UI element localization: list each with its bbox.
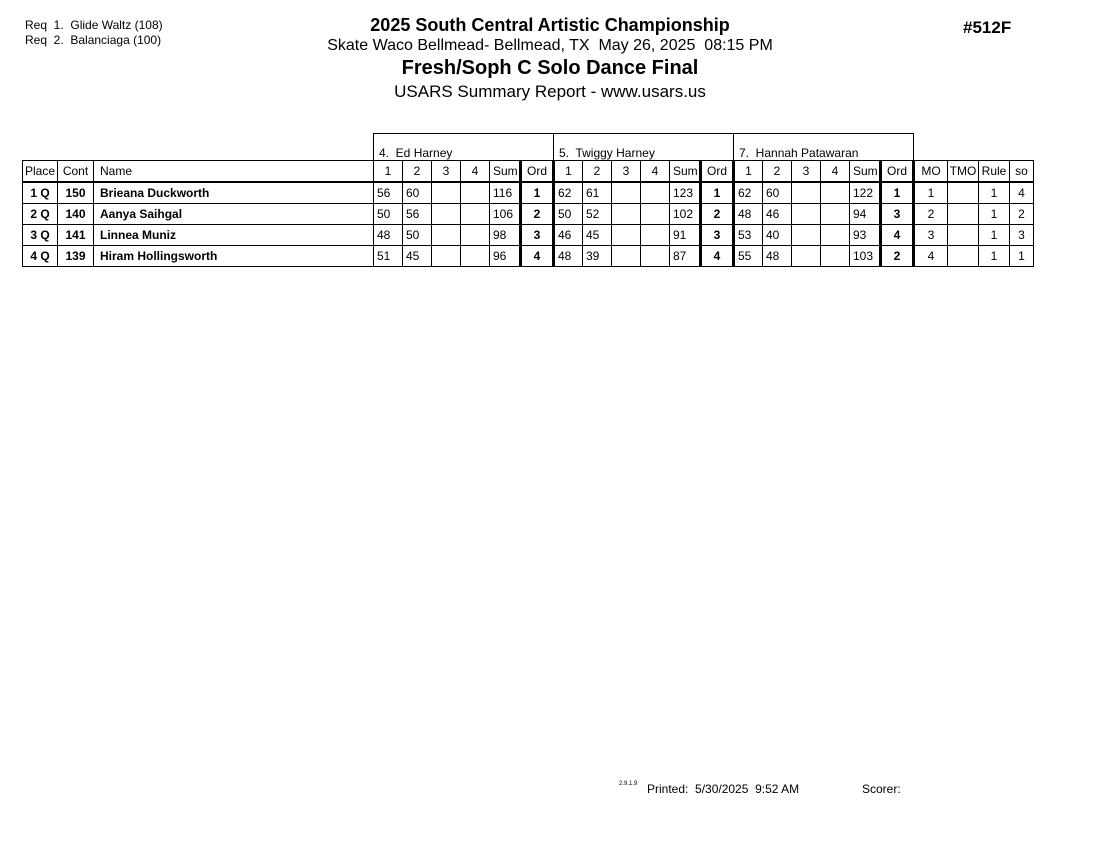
cell-j1-ord: 2 — [521, 204, 554, 225]
cell-j1-sum: 116 — [490, 182, 521, 204]
cell-rule: 1 — [979, 204, 1010, 225]
cell-j3-mark1: 55 — [734, 246, 763, 267]
cell-j1-mark2: 45 — [403, 246, 432, 267]
judge-3-name: 7. Hannah Patawaran — [734, 134, 914, 161]
header-j3-mark3: 3 — [792, 161, 821, 183]
cell-rule: 1 — [979, 182, 1010, 204]
cell-j3-mark2: 60 — [763, 182, 792, 204]
cell-j2-mark2: 45 — [583, 225, 612, 246]
judge-names-row — [23, 134, 1034, 161]
header-j2-mark1: 1 — [554, 161, 583, 183]
cell-cont: 150 — [58, 182, 94, 204]
header-j1-mark1: 1 — [374, 161, 403, 183]
championship-title: 2025 South Central Artistic Championship — [370, 15, 730, 35]
judge-row-spacer-left — [23, 134, 374, 161]
cell-j3-sum: 93 — [850, 225, 881, 246]
report-type-line: USARS Summary Report - www.usars.us — [394, 82, 706, 101]
header-so: so — [1010, 161, 1034, 183]
cell-j1-mark2: 56 — [403, 204, 432, 225]
cell-j1-mark1: 50 — [374, 204, 403, 225]
cell-j2-mark1: 48 — [554, 246, 583, 267]
cell-cont: 141 — [58, 225, 94, 246]
cell-j2-mark4 — [641, 246, 670, 267]
cell-j3-ord: 2 — [881, 246, 914, 267]
footer-version: 2.9.1.9 — [619, 781, 638, 787]
header-j2-mark2: 2 — [583, 161, 612, 183]
cell-j1-mark2: 60 — [403, 182, 432, 204]
header-tmo: TMO — [948, 161, 979, 183]
results-table — [22, 133, 1034, 267]
footer-printed-timestamp: Printed: 5/30/2025 9:52 AM — [647, 782, 800, 796]
header-j1-mark2: 2 — [403, 161, 432, 183]
table-row — [23, 204, 1034, 225]
cell-j2-mark1: 62 — [554, 182, 583, 204]
cell-mo: 3 — [914, 225, 948, 246]
cell-tmo — [948, 225, 979, 246]
judge-2-name: 5. Twiggy Harney — [554, 134, 734, 161]
cell-skater-name: Brieana Duckworth — [94, 182, 374, 204]
cell-j1-mark4 — [461, 246, 490, 267]
cell-j3-ord: 4 — [881, 225, 914, 246]
table-row — [23, 225, 1034, 246]
cell-j2-sum: 87 — [670, 246, 701, 267]
header-rule: Rule — [979, 161, 1010, 183]
cell-j2-mark4 — [641, 182, 670, 204]
cell-j3-ord: 1 — [881, 182, 914, 204]
cell-j3-mark4 — [821, 225, 850, 246]
header-mo: MO — [914, 161, 948, 183]
column-header-row — [23, 161, 1034, 183]
cell-j1-sum: 98 — [490, 225, 521, 246]
cell-skater-name: Linnea Muniz — [94, 225, 374, 246]
header-j3-sum: Sum — [850, 161, 881, 183]
cell-j1-ord: 3 — [521, 225, 554, 246]
cell-j1-mark2: 50 — [403, 225, 432, 246]
table-row — [23, 246, 1034, 267]
cell-j2-mark2: 39 — [583, 246, 612, 267]
cell-tmo — [948, 246, 979, 267]
header-j1-mark4: 4 — [461, 161, 490, 183]
cell-j3-mark2: 46 — [763, 204, 792, 225]
header-j3-mark2: 2 — [763, 161, 792, 183]
cell-j2-mark4 — [641, 225, 670, 246]
cell-j1-mark4 — [461, 204, 490, 225]
judge-1-name: 4. Ed Harney — [374, 134, 554, 161]
header-j1-ord: Ord — [521, 161, 554, 183]
cell-so: 4 — [1010, 182, 1034, 204]
cell-j1-mark1: 56 — [374, 182, 403, 204]
cell-j3-mark4 — [821, 204, 850, 225]
cell-j1-mark4 — [461, 225, 490, 246]
cell-j3-mark1: 62 — [734, 182, 763, 204]
cell-j2-mark1: 50 — [554, 204, 583, 225]
event-number: #512F — [963, 18, 1012, 37]
cell-mo: 4 — [914, 246, 948, 267]
cell-so: 3 — [1010, 225, 1034, 246]
cell-j2-mark3 — [612, 182, 641, 204]
cell-j2-sum: 91 — [670, 225, 701, 246]
cell-j1-ord: 1 — [521, 182, 554, 204]
cell-j2-sum: 102 — [670, 204, 701, 225]
cell-j3-mark3 — [792, 246, 821, 267]
cell-j1-mark3 — [432, 182, 461, 204]
cell-j3-sum: 122 — [850, 182, 881, 204]
cell-so: 2 — [1010, 204, 1034, 225]
cell-rule: 1 — [979, 225, 1010, 246]
cell-tmo — [948, 204, 979, 225]
event-title: Fresh/Soph C Solo Dance Final — [401, 57, 699, 79]
cell-j2-mark3 — [612, 246, 641, 267]
cell-place: 4 Q — [23, 246, 58, 267]
judge-row-spacer-right — [914, 134, 1034, 161]
header-j1-sum: Sum — [490, 161, 521, 183]
cell-j3-sum: 94 — [850, 204, 881, 225]
cell-j1-mark3 — [432, 225, 461, 246]
footer-scorer-label: Scorer: — [862, 782, 901, 796]
cell-place: 1 Q — [23, 182, 58, 204]
venue-date-line: Skate Waco Bellmead- Bellmead, TX May 26, 2025 08:15 PM — [327, 37, 773, 54]
cell-j2-mark1: 46 — [554, 225, 583, 246]
cell-j1-mark3 — [432, 204, 461, 225]
cell-j1-mark1: 48 — [374, 225, 403, 246]
header-j3-ord: Ord — [881, 161, 914, 183]
cell-rule: 1 — [979, 246, 1010, 267]
cell-j3-ord: 3 — [881, 204, 914, 225]
req-line-1: Req 1. Glide Waltz (108) — [25, 18, 163, 32]
cell-j3-mark4 — [821, 182, 850, 204]
cell-j1-mark3 — [432, 246, 461, 267]
cell-j3-mark2: 48 — [763, 246, 792, 267]
header-cont: Cont — [58, 161, 94, 183]
table-row — [23, 182, 1034, 204]
cell-j1-sum: 96 — [490, 246, 521, 267]
header-j3-mark1: 1 — [734, 161, 763, 183]
cell-mo: 2 — [914, 204, 948, 225]
cell-mo: 1 — [914, 182, 948, 204]
cell-j3-mark3 — [792, 182, 821, 204]
cell-j2-ord: 4 — [701, 246, 734, 267]
cell-tmo — [948, 182, 979, 204]
cell-cont: 140 — [58, 204, 94, 225]
cell-j2-sum: 123 — [670, 182, 701, 204]
cell-j3-mark1: 53 — [734, 225, 763, 246]
cell-j2-mark3 — [612, 204, 641, 225]
header-j2-ord: Ord — [701, 161, 734, 183]
cell-j3-sum: 103 — [850, 246, 881, 267]
cell-skater-name: Hiram Hollingsworth — [94, 246, 374, 267]
cell-j3-mark2: 40 — [763, 225, 792, 246]
cell-so: 1 — [1010, 246, 1034, 267]
cell-j1-sum: 106 — [490, 204, 521, 225]
cell-j3-mark4 — [821, 246, 850, 267]
cell-j3-mark1: 48 — [734, 204, 763, 225]
report-header — [0, 14, 1100, 103]
cell-j1-mark1: 51 — [374, 246, 403, 267]
header-j2-sum: Sum — [670, 161, 701, 183]
cell-j1-ord: 4 — [521, 246, 554, 267]
req-line-2: Req 2. Balanciaga (100) — [25, 33, 162, 47]
cell-j2-ord: 3 — [701, 225, 734, 246]
header-j2-mark3: 3 — [612, 161, 641, 183]
header-j3-mark4: 4 — [821, 161, 850, 183]
cell-j2-mark3 — [612, 225, 641, 246]
header-place: Place — [23, 161, 58, 183]
cell-place: 3 Q — [23, 225, 58, 246]
cell-j3-mark3 — [792, 204, 821, 225]
cell-j2-mark4 — [641, 204, 670, 225]
cell-j2-ord: 2 — [701, 204, 734, 225]
cell-j2-ord: 1 — [701, 182, 734, 204]
cell-j2-mark2: 52 — [583, 204, 612, 225]
header-name: Name — [94, 161, 374, 183]
cell-j3-mark3 — [792, 225, 821, 246]
cell-j2-mark2: 61 — [583, 182, 612, 204]
cell-skater-name: Aanya Saihgal — [94, 204, 374, 225]
header-j2-mark4: 4 — [641, 161, 670, 183]
header-j1-mark3: 3 — [432, 161, 461, 183]
cell-j1-mark4 — [461, 182, 490, 204]
cell-cont: 139 — [58, 246, 94, 267]
cell-place: 2 Q — [23, 204, 58, 225]
